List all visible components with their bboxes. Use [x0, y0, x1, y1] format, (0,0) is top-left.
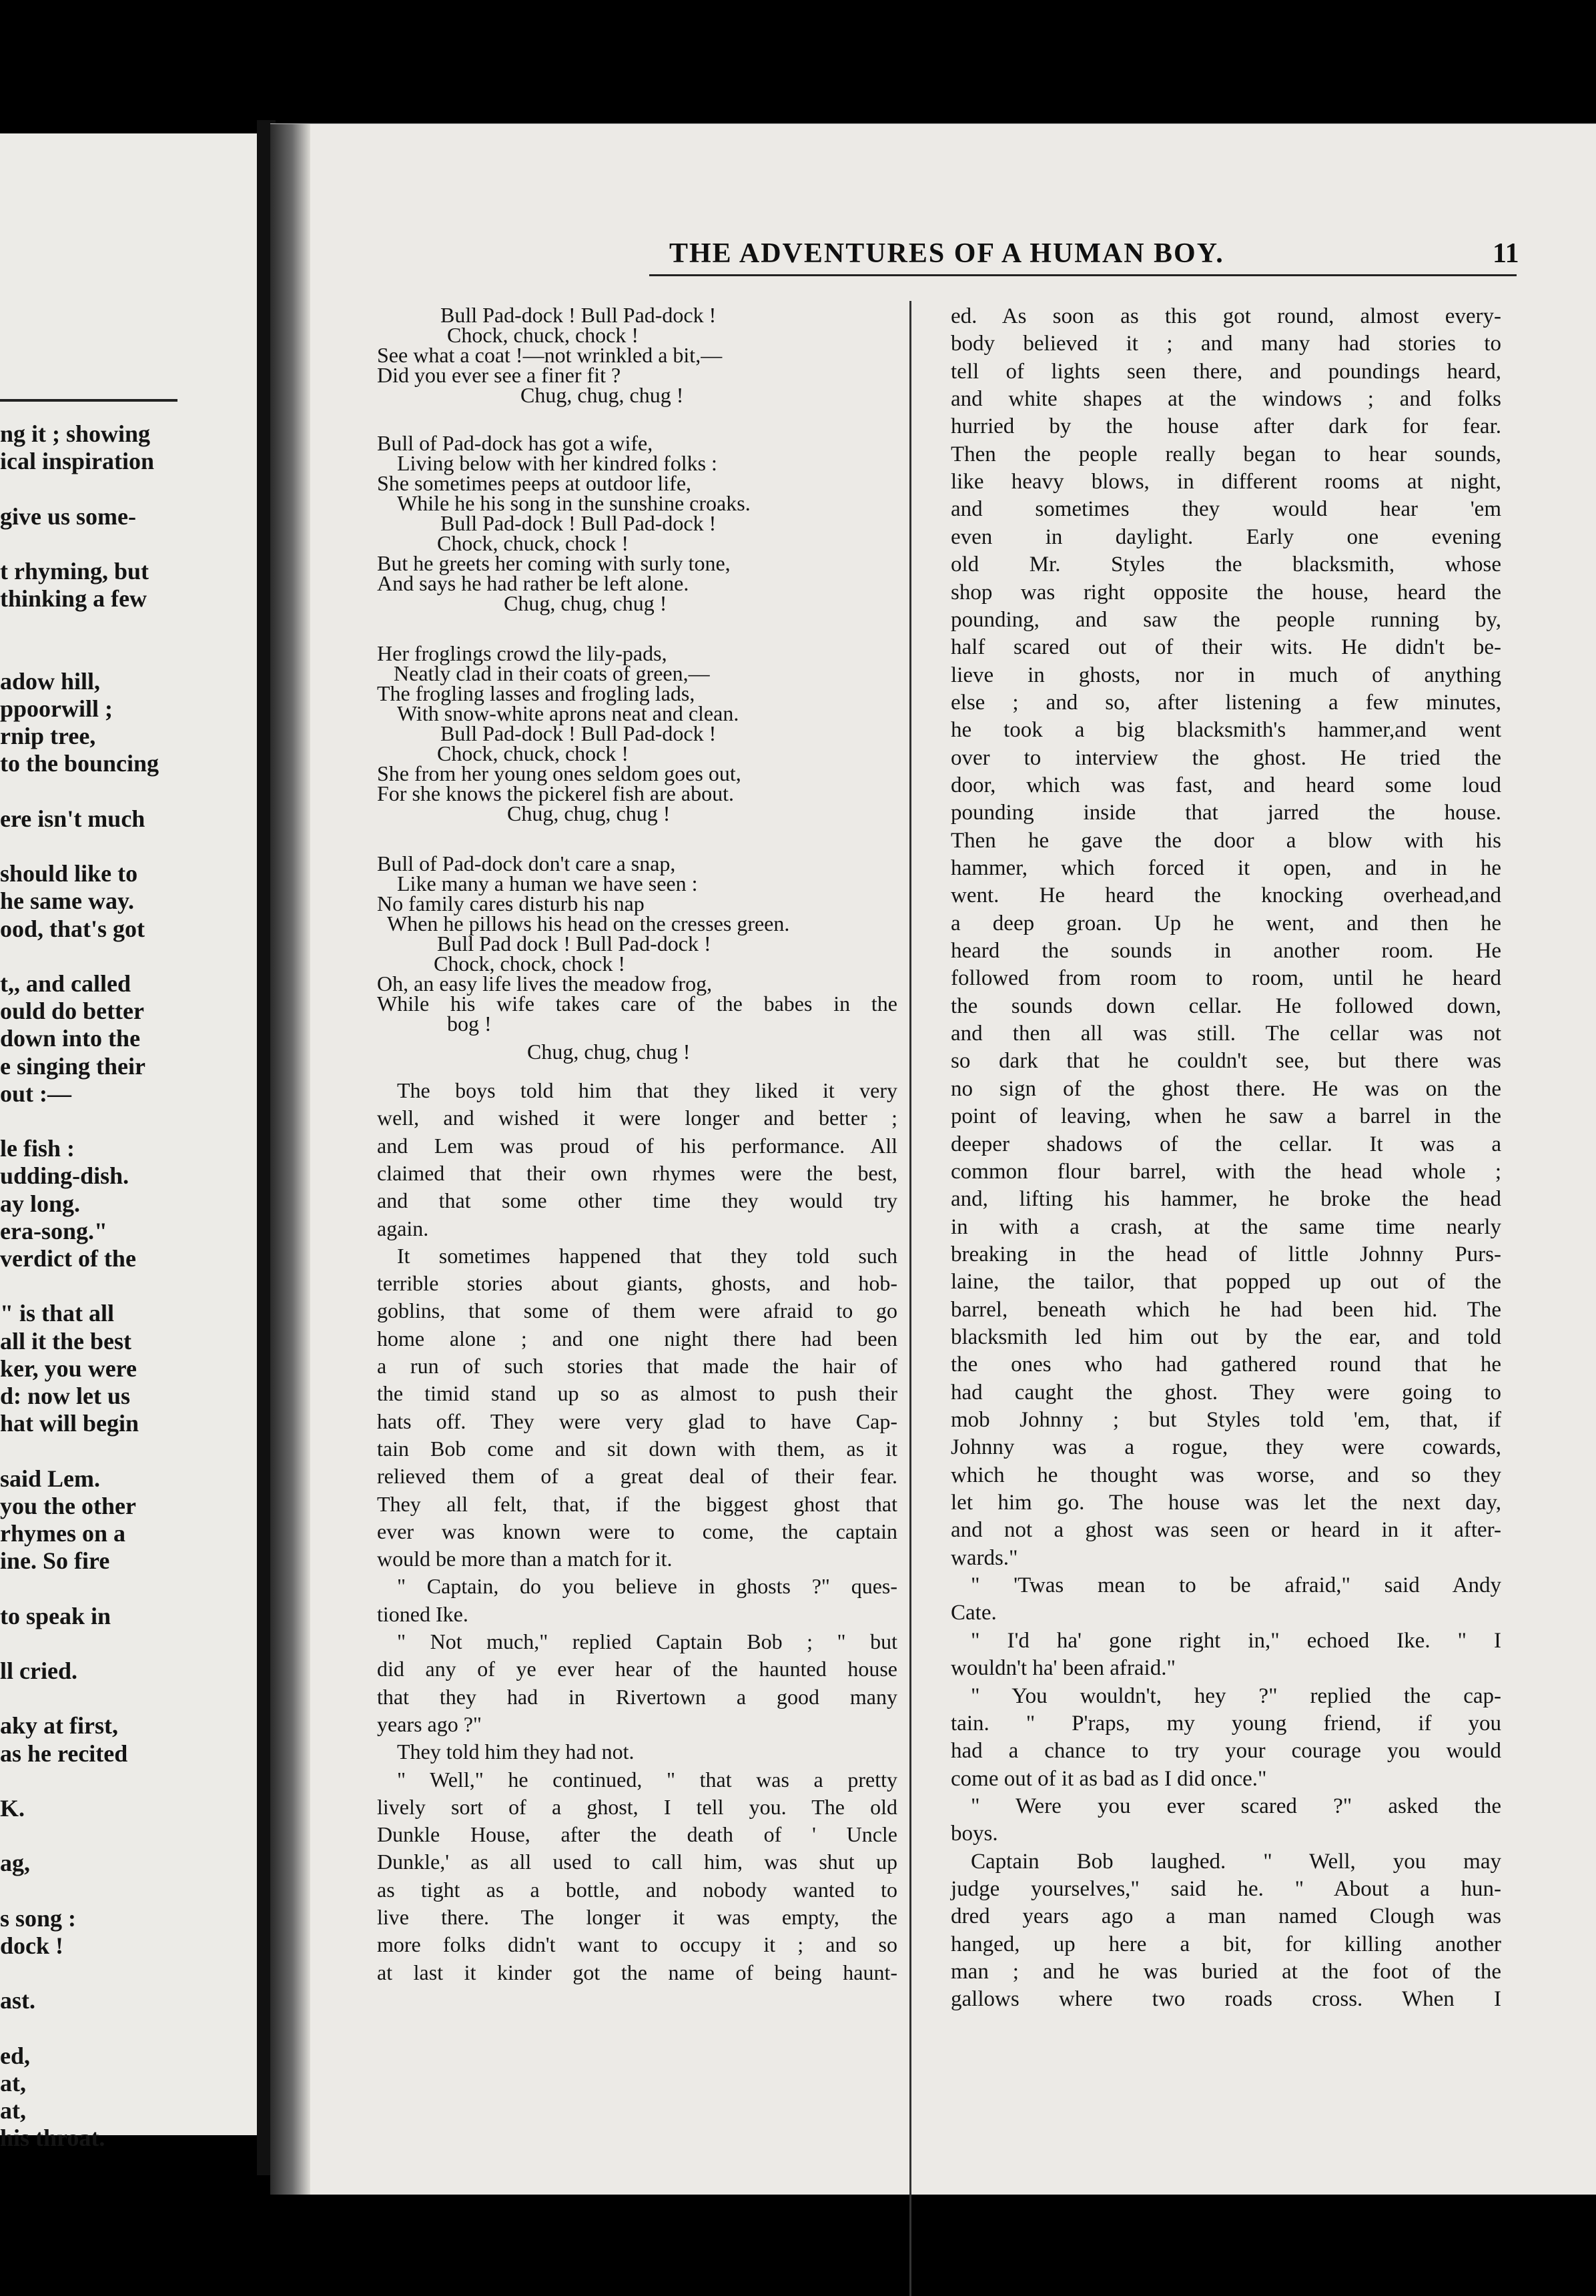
facing-page-line: out :—: [0, 1080, 71, 1107]
text-line: a deep groan. Up he went, and then he: [951, 911, 1501, 935]
text-line: " You wouldn't, hey ?" replied the cap-: [971, 1683, 1501, 1708]
facing-page-line: ast.: [0, 1987, 35, 2014]
text-line: come out of it as bad as I did once.": [951, 1766, 1267, 1791]
text-line: barrel, beneath which he had been hid. The: [951, 1297, 1501, 1322]
facing-page-line: rhymes on a: [0, 1520, 125, 1547]
text-line: no sign of the ghost there. He was on the: [951, 1076, 1501, 1101]
facing-page-line: hat will begin: [0, 1410, 139, 1437]
text-line: in with a crash, at the same time nearly: [951, 1214, 1501, 1239]
text-line: Chug, chug, chug !: [504, 591, 667, 615]
text-line: that they had in Rivertown a good many: [377, 1684, 897, 1709]
column-divider: [909, 301, 911, 2296]
facing-page-line: you the other: [0, 1492, 136, 1519]
facing-page-line: ical inspiration: [0, 448, 155, 475]
text-line: Captain Bob laughed. " Well, you may: [971, 1849, 1501, 1874]
text-line: like heavy blows, in different rooms at night,: [951, 470, 1501, 494]
text-line: The boys told him that they liked it very: [397, 1078, 897, 1102]
facing-page-line: ker, you were: [0, 1355, 137, 1382]
text-line: so dark that he couldn't see, but there was: [951, 1049, 1501, 1074]
facing-page-line: down into the: [0, 1025, 141, 1052]
facing-page-line: dock !: [0, 1932, 64, 1959]
page-number: 11: [1493, 238, 1519, 269]
text-line: lieve in ghosts, nor in much of anything: [951, 663, 1501, 687]
text-line: claimed that their own rhymes were the best,: [377, 1160, 897, 1185]
facing-page-line: his throat.: [0, 2125, 105, 2152]
text-line: And says he had rather be left alone.: [377, 571, 689, 595]
facing-page-line: ay long.: [0, 1190, 81, 1217]
facing-page-line: as he recited: [0, 1740, 128, 1767]
text-line: and then all was still. The cellar was not: [951, 1022, 1501, 1046]
text-line: See what a coat !—not wrinkled a bit,—: [377, 343, 723, 367]
facing-page-line: all it the best: [0, 1327, 131, 1355]
facing-page-line: udding-dish.: [0, 1162, 129, 1190]
text-line: body believed it ; and many had stories to: [951, 332, 1501, 356]
text-line: Then the people really began to hear sounds,: [951, 442, 1501, 466]
text-line: tain. " P'raps, my young friend, if you: [951, 1711, 1501, 1736]
facing-page-line: ng it ; showing: [0, 420, 151, 447]
text-line: well, and wished it were longer and better ;: [377, 1106, 897, 1130]
text-line: at last it kinder got the name of being haunt-: [377, 1960, 897, 1984]
facing-page-line: le fish :: [0, 1135, 75, 1162]
text-line: hanged, up here a bit, for killing another: [951, 1932, 1501, 1956]
text-line: went. He heard the knocking overhead,and: [951, 883, 1501, 908]
text-line: They all felt, that, if the biggest ghost that: [377, 1491, 897, 1516]
text-line: But he greets her coming with surly tone,: [377, 551, 731, 575]
facing-page-line: " is that all: [0, 1300, 114, 1327]
text-line: Chock, chuck, chock !: [437, 741, 629, 765]
text-line: ever was known were to come, the captain: [377, 1519, 897, 1543]
text-line: Oh, an easy life lives the meadow frog,: [377, 972, 713, 996]
facing-page-line: ll cried.: [0, 1657, 77, 1684]
facing-page-line: should like to: [0, 860, 138, 887]
facing-page-line: ag,: [0, 1850, 30, 1877]
text-line: Bull Pad-dock ! Bull Pad-dock !: [440, 721, 717, 745]
text-line: even in daylight. Early one evening: [951, 524, 1501, 549]
text-line: Bull Pad-dock ! Bull Pad-dock !: [440, 511, 717, 535]
text-line: laine, the tailor, that popped up out of the: [951, 1270, 1501, 1294]
text-line: Chug, chug, chug !: [507, 801, 671, 825]
text-line: Then he gave the door a blow with his: [951, 828, 1501, 853]
facing-page-line: verdict of the: [0, 1245, 136, 1272]
facing-page-line: era-song.": [0, 1217, 107, 1244]
text-line: " Not much," replied Captain Bob ; " but: [397, 1629, 897, 1653]
text-line: While his wife takes care of the babes in the: [377, 992, 897, 1016]
facing-page-line: at,: [0, 2070, 26, 2096]
text-line: again.: [377, 1216, 429, 1240]
text-line: pounding inside that jarred the house.: [951, 801, 1501, 825]
facing-page-line: adow hill,: [0, 667, 101, 695]
text-line: lively sort of a ghost, I tell you. The old: [377, 1794, 897, 1819]
text-line: more folks didn't want to occupy it ; and so: [377, 1932, 897, 1957]
text-line: old Mr. Styles the blacksmith, whose: [951, 552, 1501, 577]
facing-page-line: K.: [0, 1795, 25, 1822]
text-line: he took a big blacksmith's hammer,and went: [951, 718, 1501, 743]
text-line: Chug, chug, chug !: [520, 383, 684, 407]
text-line: " Were you ever scared ?" asked the: [971, 1794, 1501, 1818]
text-line: mob Johnny ; but Styles told 'em, that, if: [951, 1408, 1501, 1432]
text-line: While he his song in the sunshine croaks.: [397, 491, 751, 515]
text-line: years ago ?": [377, 1711, 482, 1736]
text-line: and that some other time they would try: [377, 1188, 897, 1213]
facing-page-line: at,: [0, 2097, 26, 2125]
text-line: judge yourselves," said he. " About a hun-: [951, 1876, 1501, 1901]
text-line: followed from room to room, until he heard: [951, 966, 1501, 991]
text-line: Chug, chug, chug !: [527, 1040, 691, 1064]
text-line: and, lifting his hammer, he broke the head: [951, 1187, 1501, 1212]
text-line: Chock, chuck, chock !: [447, 323, 639, 347]
facing-page-header-rule: [0, 399, 177, 402]
text-line: gallows where two roads cross. When I: [951, 1987, 1501, 2012]
facing-page-line: t,, and called: [0, 970, 131, 997]
text-line: which he thought was worse, and so they: [951, 1463, 1501, 1487]
facing-page-left: [0, 133, 264, 2152]
facing-page-line: give us some-: [0, 502, 136, 530]
text-line: For she knows the pickerel fish are about.: [377, 781, 734, 805]
text-line: wouldn't ha' been afraid.": [951, 1656, 1176, 1681]
text-line: would be more than a match for it.: [377, 1547, 673, 1571]
text-line: deeper shadows of the cellar. It was a: [951, 1132, 1501, 1156]
facing-page-line: ppoorwill ;: [0, 695, 113, 722]
text-line: a run of such stories that made the hair of: [377, 1354, 897, 1378]
text-line: She from her young ones seldom goes out,: [377, 761, 741, 785]
text-line: " I'd ha' gone right in," echoed Ike. " I: [971, 1628, 1501, 1653]
text-line: let him go. The house was let the next day,: [951, 1491, 1501, 1515]
text-line: Dunkle House, after the death of ' Uncle: [377, 1822, 897, 1847]
text-line: Cate.: [951, 1601, 997, 1625]
facing-page-line: ood, that's got: [0, 915, 145, 942]
facing-page-line: d: now let us: [0, 1383, 131, 1409]
text-line: " 'Twas mean to be afraid," said Andy: [971, 1573, 1501, 1598]
book-page: [270, 123, 1596, 2195]
text-line: Dunkle,' as all used to call him, was shut up: [377, 1850, 897, 1874]
text-line: hammer, which forced it open, and in he: [951, 856, 1501, 880]
text-line: shop was right opposite the house, heard the: [951, 580, 1501, 605]
text-line: ed. As soon as this got round, almost every-: [951, 304, 1501, 328]
text-line: the timid stand up so as almost to push their: [377, 1381, 897, 1406]
text-line: point of leaving, when he saw a barrel in the: [951, 1104, 1501, 1129]
text-line: goblins, that some of them were afraid to go: [377, 1298, 897, 1323]
text-line: and white shapes at the windows ; and folks: [951, 387, 1501, 412]
text-line: had caught the ghost. They were going to: [951, 1380, 1501, 1405]
text-line: They told him they had not.: [397, 1740, 635, 1764]
facing-page-line: s song :: [0, 1904, 77, 1932]
text-line: When he pillows his head on the cresses green.: [387, 911, 790, 935]
text-line: the sounds down cellar. He followed down,: [951, 994, 1501, 1018]
text-line: Bull Pad dock ! Bull Pad-dock !: [437, 931, 711, 955]
text-line: home alone ; and one night there had been: [377, 1326, 897, 1351]
text-line: else ; and so, after listening a few minutes,: [951, 690, 1501, 715]
text-line: Bull Pad-dock ! Bull Pad-dock !: [440, 303, 717, 327]
text-line: the ones who had gathered round that he: [951, 1353, 1501, 1377]
text-line: live there. The longer it was empty, the: [377, 1905, 897, 1929]
facing-page-line: t rhyming, but: [0, 558, 149, 585]
text-line: and sometimes they would hear 'em: [951, 497, 1501, 522]
text-line: Bull of Pad-dock has got a wife,: [377, 431, 653, 455]
text-line: man ; and he was buried at the foot of the: [951, 1960, 1501, 1984]
text-line: heard the sounds in another room. He: [951, 939, 1501, 964]
text-line: Neatly clad in their coats of green,—: [394, 661, 710, 685]
facing-page-line: to the bouncing: [0, 750, 159, 777]
text-line: Johnny was a rogue, they were cowards,: [951, 1435, 1501, 1460]
text-line: common flour barrel, with the head whole ;: [951, 1159, 1501, 1184]
text-line: over to interview the ghost. He tried the: [951, 745, 1501, 770]
text-line: Her froglings crowd the lily-pads,: [377, 641, 667, 665]
text-line: tain Bob come and sit down with them, as it: [377, 1436, 897, 1461]
text-line: Chock, chuck, chock !: [437, 531, 629, 555]
page-gutter-shadow: [270, 124, 310, 2195]
text-line: blacksmith led him out by the ear, and told: [951, 1324, 1501, 1349]
text-line: and Lem was proud of his performance. All: [377, 1133, 897, 1158]
running-head: THE ADVENTURES OF A HUMAN BOY.: [669, 238, 1224, 269]
text-line: dred years ago a man named Clough was: [951, 1904, 1501, 1929]
facing-page-line: thinking a few: [0, 585, 147, 613]
text-line: Did you ever see a finer fit ?: [377, 363, 621, 387]
text-line: The frogling lasses and frogling lads,: [377, 681, 695, 705]
facing-page-line: e singing their: [0, 1052, 146, 1080]
facing-page-line: ere isn't much: [0, 805, 145, 832]
facing-page-line: said Lem.: [0, 1465, 101, 1492]
facing-page-line: ine. So fire: [0, 1547, 110, 1575]
header-rule: [649, 274, 1517, 276]
text-line: With snow-white aprons neat and clean.: [397, 701, 739, 725]
text-line: She sometimes peeps at outdoor life,: [377, 471, 692, 495]
text-line: wards.": [951, 1545, 1018, 1570]
text-line: terrible stories about giants, ghosts, and hob-: [377, 1271, 897, 1296]
text-line: and not a ghost was seen or heard in it after-: [951, 1518, 1501, 1543]
facing-page-line: ould do better: [0, 998, 144, 1025]
text-line: Like many a human we have seen :: [397, 871, 698, 895]
text-line: tell of lights seen there, and poundings heard,: [951, 359, 1501, 384]
text-line: door, which was fast, and heard some loud: [951, 773, 1501, 797]
text-line: breaking in the head of little Johnny Purs-: [951, 1242, 1501, 1266]
text-line: Bull of Pad-dock don't care a snap,: [377, 851, 676, 875]
text-line: Chock, chock, chock !: [434, 951, 626, 976]
text-line: as tight as a bottle, and nobody wanted to: [377, 1877, 897, 1902]
text-line: relieved them of a great deal of their fear.: [377, 1464, 897, 1489]
text-line: No family cares disturb his nap: [377, 891, 645, 915]
text-line: did any of ye ever hear of the haunted house: [377, 1657, 897, 1681]
facing-page-line: ed,: [0, 2042, 30, 2069]
text-line: pounding, and saw the people running by,: [951, 607, 1501, 632]
text-line: boys.: [951, 1822, 998, 1846]
text-line: tioned Ike.: [377, 1601, 468, 1626]
text-line: Living below with her kindred folks :: [397, 451, 717, 475]
text-line: hats off. They were very glad to have Cap-: [377, 1409, 897, 1433]
text-line: It sometimes happened that they told such: [397, 1243, 897, 1268]
facing-page-line: to speak in: [0, 1602, 111, 1629]
text-line: hurried by the house after dark for fear.: [951, 414, 1501, 439]
text-line: " Captain, do you believe in ghosts ?" ques-: [397, 1574, 897, 1599]
text-line: " Well," he continued, " that was a pretty: [397, 1767, 897, 1792]
facing-page-line: rnip tree,: [0, 723, 96, 750]
facing-page-line: he same way.: [0, 887, 134, 915]
facing-page-line: aky at first,: [0, 1712, 118, 1740]
text-line: had a chance to try your courage you would: [951, 1739, 1501, 1764]
text-line: half scared out of their wits. He didn't be-: [951, 635, 1501, 660]
text-line: bog !: [447, 1012, 492, 1036]
